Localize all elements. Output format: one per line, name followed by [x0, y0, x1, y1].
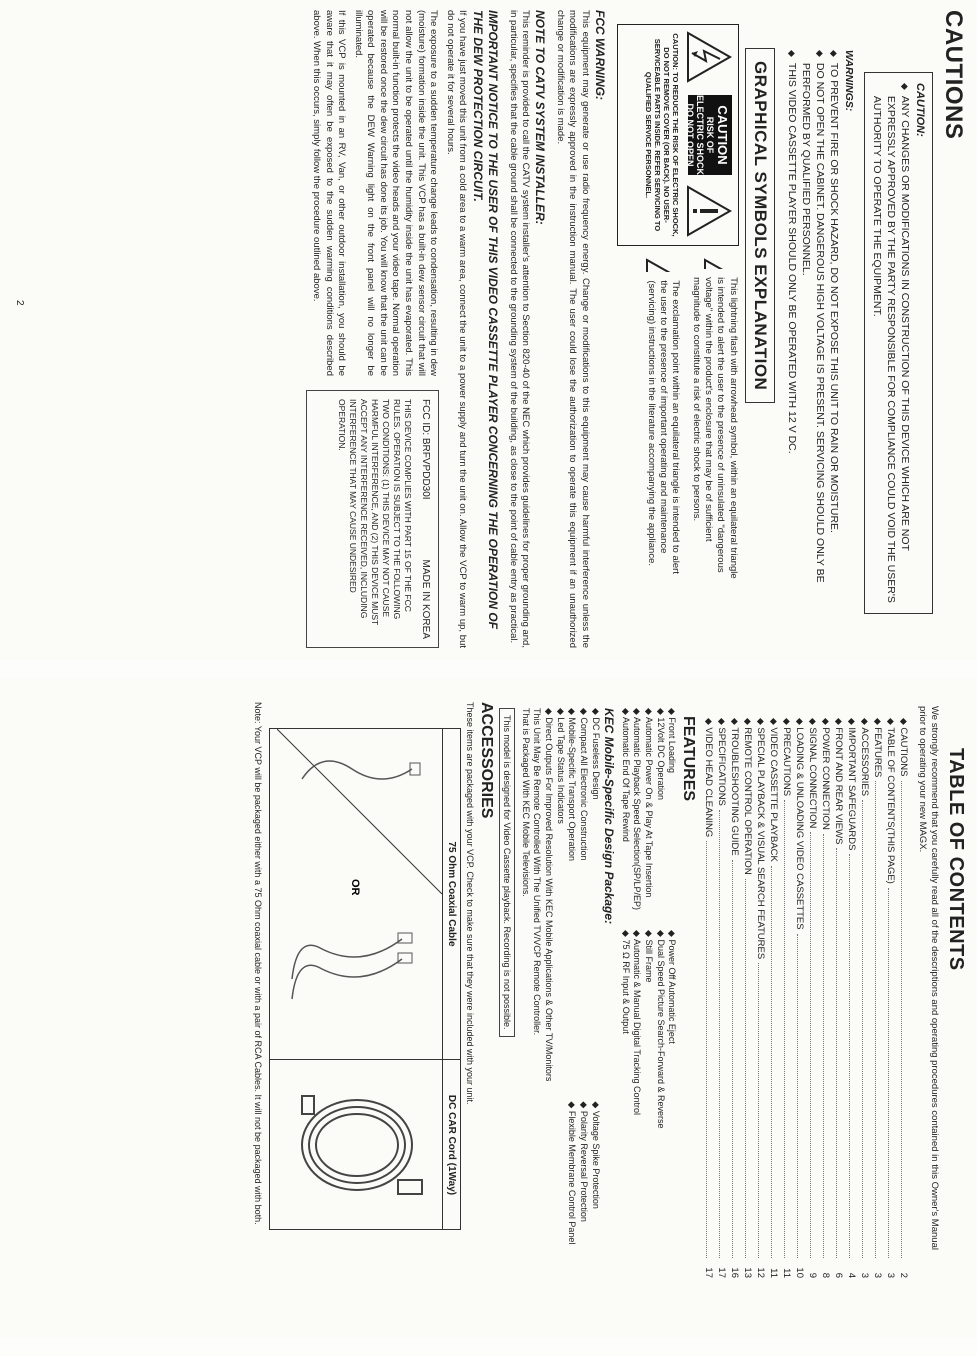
- toc-entry-page: 9: [807, 1272, 819, 1278]
- symbol-exclaim-row: [644, 258, 681, 588]
- page-contents: [0, 678, 977, 1338]
- toc-entry: [768, 718, 781, 1278]
- lightning-triangle-icon: [703, 258, 739, 269]
- toc-entry: [716, 718, 729, 1278]
- toc-entry-label: TABLE OF CONTENTS(THIS PAGE): [885, 727, 897, 884]
- bullet-diamond-icon: ◆: [821, 718, 832, 728]
- symbol-descriptions: [617, 258, 739, 588]
- bullet-diamond-icon: ◆: [815, 50, 826, 57]
- kec-item: ◆ Mobile-Specific Transport Operation: [567, 708, 578, 861]
- leader-dots: [706, 841, 707, 1258]
- warnings-block: [785, 50, 856, 648]
- bullet-diamond-icon: ◆: [834, 718, 845, 728]
- warning-item: [827, 50, 841, 648]
- bullet-diamond-icon: ◆: [756, 718, 767, 728]
- dew-and-fcc-columns: [306, 10, 439, 648]
- caution-heading: CAUTION:: [914, 83, 926, 137]
- kec-lines: [519, 708, 542, 1326]
- feature-text: Front Loading: [667, 717, 678, 773]
- remote-line: This Unit May Be Remote Controlled With The Unified TV/VCP Remote Controller.: [532, 708, 543, 1036]
- features-title: FEATURES: [680, 716, 698, 802]
- catv-heading: NOTE TO CATV SYSTEM INSTALLER:: [533, 10, 548, 225]
- dc-cord-title: DC CAR Cord (1Way): [442, 1060, 460, 1230]
- toc-entry-label: VIDEO CASSETTE PLAYBACK: [768, 727, 780, 862]
- toc-entry-label: POWER CONNECTION: [820, 727, 832, 830]
- important-notice-heading: IMPORTANT NOTICE TO THE USER OF THIS VIDEO CASSETTE PLAYER CONCERNING THE OPERATION OF THE DEW PROTECTION CIRCUIT.: [471, 10, 501, 629]
- toc-entry-label: IMPORTANT SAFEGUARDS: [846, 727, 858, 851]
- toc-entry-page: 3: [885, 1272, 897, 1278]
- cautions-title: CAUTIONS: [940, 10, 967, 140]
- feature-text: 12Volt DC Operation: [655, 717, 666, 800]
- leader-dots: [745, 879, 746, 1258]
- packaged-line: That is Packaged With KEC Mobile Televisions.: [520, 708, 531, 897]
- bullet-diamond-icon: ◆: [900, 83, 911, 90]
- toc-entry: [859, 718, 872, 1278]
- page-number: 2: [14, 300, 25, 306]
- toc-entry: [703, 718, 716, 1278]
- toc-entry-page: 11: [768, 1268, 780, 1278]
- toc-entry-page: 17: [703, 1267, 715, 1278]
- kec-package-heading: KEC Mobile-Specific Design Package:: [601, 708, 616, 925]
- toc-entry-label: SIGNAL CONNECTION: [807, 727, 819, 829]
- kec-columns: [542, 708, 600, 1326]
- leader-dots: [784, 800, 785, 1258]
- accessories-note: Note: Your VCP will be packaged either with a 75 Ohm coaxial cable or with a pair of RCA Cables. It will not be packaged with both.: [253, 702, 264, 1225]
- toc-entry: [742, 718, 755, 1278]
- toc-entry: [729, 718, 742, 1278]
- bullet-diamond-icon: ◆: [730, 718, 741, 728]
- fcc-id-row: [419, 399, 432, 639]
- leader-dots: [771, 866, 772, 1258]
- toc-entry-label: ACCESSORIES: [859, 727, 871, 797]
- toc-entry: [872, 718, 885, 1278]
- fcc-id: FCC ID: BRFVPDD30I: [420, 399, 432, 500]
- toc-entry-page: 16: [729, 1267, 741, 1278]
- kec-text: Led Tape Status Indicators: [555, 717, 566, 824]
- toc-entry-label: FRONT AND REAR VIEWS: [833, 727, 845, 845]
- leader-dots: [862, 800, 863, 1258]
- toc-entry: [898, 718, 911, 1278]
- coax-cable-title: 75 Ohm Coaxial Cable: [442, 729, 460, 1059]
- feature-item: ◆ Automatic Power On & Play At Tape Insertion: [643, 708, 654, 898]
- bullet-diamond-icon: ◆: [860, 718, 871, 728]
- kec-item: ◆ Compact All Electronic Construction: [579, 708, 590, 861]
- toc-entry-page: 8: [820, 1272, 832, 1278]
- exclamation-triangle-icon: [686, 185, 732, 237]
- leader-dots: [823, 834, 824, 1258]
- feature-text: Automatic & Manual Digital Tracking Control: [632, 938, 643, 1116]
- features-right-list: [619, 930, 677, 1129]
- kec-left-list: [542, 708, 600, 1081]
- toc-entry-page: 13: [742, 1267, 754, 1278]
- accessories-intro: These items are packaged with your VCP. Check to make sure that they were included with your unit.: [465, 702, 476, 1105]
- feature-text: Automatic Playback Speed Selection(SP/LP/EP): [632, 716, 643, 911]
- toc-entry-page: 3: [872, 1272, 884, 1278]
- bullet-diamond-icon: ◆: [717, 718, 728, 728]
- caution-label: [684, 95, 732, 176]
- bullet-diamond-icon: ◆: [873, 718, 884, 728]
- feature-text: Power Off Automatic Eject: [667, 939, 678, 1044]
- bullet-diamond-icon: ◆: [847, 718, 858, 728]
- leader-dots: [732, 860, 733, 1258]
- feature-item: ◆ Dual Speed Picture Search-Forward & Reverse: [655, 930, 666, 1129]
- warning-text: DO NOT OPEN THE CABINET. DANGEROUS HIGH VOLTAGE IS PRESENT. SERVICING SHOULD ONLY BE PERFORMED BY QUALIFIED PERSONNEL.: [800, 62, 827, 583]
- feature-text: 75 Ω RF Input & Output: [620, 939, 631, 1034]
- or-separator: OR: [349, 879, 362, 896]
- accessories-table: [269, 728, 461, 1230]
- lightning-triangle-icon: [686, 31, 732, 83]
- toc-entry-page: 4: [846, 1272, 858, 1278]
- toc-entry: [820, 718, 833, 1278]
- toc-entry-label: TROUBLESHOOTING GUIDE: [729, 727, 741, 856]
- feature-item: ◆ Power Off Automatic Eject: [667, 930, 678, 1044]
- model-note: This model is designed for Video Cassette playback. Recording is not possible.: [499, 708, 515, 1037]
- features-left-list: [619, 708, 677, 910]
- feature-item: ◆ Front Loading: [667, 708, 678, 773]
- caution-item: [870, 83, 913, 603]
- leader-dots: [901, 781, 902, 1258]
- feature-text: Dual Speed Picture Search-Forward & Reverse: [655, 939, 666, 1129]
- bullet-diamond-icon: ◆: [886, 718, 897, 728]
- toc-entry-page: 10: [794, 1267, 806, 1278]
- kec-text: Voltage Spike Protection: [590, 1110, 601, 1209]
- fcc-warning-heading: FCC WARNING:: [592, 10, 607, 100]
- feature-text: Still Frame: [643, 939, 654, 983]
- toc-entry-page: 6: [833, 1272, 845, 1278]
- symbols-row: [617, 24, 739, 648]
- feature-item: ◆ Automatic Playback Speed Selection(SP/LP/EP): [632, 708, 643, 911]
- symbol-lightning-text: This lightning flash with arrowhead symbol, within an equilateral triangle is intended to alert the user to the presence of uninsulated "dangerous voltage" within the product's enclosure that may be of sufficient magnitude to constitute a risk of electric shock to persons.: [690, 277, 739, 579]
- fcc-compliance-text: THIS DEVICE COMPLIES WITH PART 15 OF THE FCC RULES. OPERATION IS SUBJECT TO THE FOLLOWING TWO CONDITIONS: (1) THIS DEVICE MAY NOT CAUSE HARMFUL INTERFERENCE, AND (2) THIS DEVICE MUST ACCEPT ANY INTERFERENCE RECEIVED, INCLUDING INTERFERENCE THAT MAY CAUSE UNDESIRED OPERATION.: [336, 399, 414, 626]
- toc-list: [703, 718, 911, 1278]
- leader-dots: [719, 810, 720, 1258]
- toc-entry: [885, 718, 898, 1278]
- bullet-diamond-icon: ◆: [782, 718, 793, 728]
- caution-box: [864, 72, 933, 614]
- leader-dots: [797, 934, 798, 1258]
- toc-entry-page: 12: [755, 1267, 767, 1278]
- dew-paragraph-1: If you have just moved this unit from a cold area to a warm area, connect the unit to a power supply and turn the unit on. Allow the VCP to warm up, but do not operate it for several hours.: [444, 10, 469, 648]
- toc-entry: [781, 718, 794, 1278]
- symbol-exclaim-text: The exclamation point within an equilateral triangle is intended to alert the user to the presence of important operating and maintenance (servicing) instructions in the literature accompanying the appliance.: [645, 280, 682, 574]
- symbol-lightning-row: [689, 258, 738, 588]
- bullet-diamond-icon: ◆: [743, 718, 754, 728]
- warning-item: [785, 50, 799, 648]
- feature-item: ◆ Automatic End Of Tape Rewind: [620, 708, 631, 842]
- dc-car-cord-icon: [277, 1060, 442, 1230]
- dew-paragraph-3: If this VCP is mounted in an RV, Van, or other outdoor installation, you should be aware that it may often be exposed to the sudden warming conditions described above. When this occurs, simply follow the procedure outlined above.: [311, 10, 348, 376]
- graphical-symbols-title: GRAPHICAL SYMBOLS EXPLANATION: [745, 48, 775, 403]
- kec-item: ◆ Polarity Reversal Protection: [579, 1101, 590, 1222]
- bullet-diamond-icon: ◆: [795, 718, 806, 728]
- leader-dots: [888, 888, 889, 1258]
- toc-entry: [833, 718, 846, 1278]
- feature-item: ◆ Automatic & Manual Digital Tracking Control: [632, 930, 643, 1116]
- made-in: MADE IN KOREA: [420, 559, 432, 639]
- exclamation-triangle-icon: [645, 258, 681, 272]
- caution-text: ANY CHANGES OR MODIFICATIONS IN CONSTRUCTION OF THIS DEVICE WHICH ARE NOT EXPRESSLY APPROVED BY THE PARTY RESPONSIBLE FOR COMPLIANCE COULD VOID THE USER'S AUTHORITY TO OPERATE THE EQUIPMENT.: [870, 95, 912, 603]
- kec-text: Compact All Electronic Construction: [579, 717, 590, 861]
- feature-item: ◆ 75 Ω RF Input & Output: [620, 930, 631, 1034]
- coax-and-rca-cables-icon: [277, 729, 442, 1059]
- features-columns: [619, 708, 677, 1326]
- page-cautions: [0, 0, 977, 660]
- leader-dots: [810, 832, 811, 1258]
- toc-entry-label: VIDEO HEAD CLEANING: [703, 727, 715, 838]
- bullet-diamond-icon: ◆: [899, 718, 910, 728]
- fcc-id-box: [306, 390, 439, 648]
- kec-item: ◆ Voltage Spike Protection: [590, 1101, 601, 1209]
- kec-item: ◆ Led Tape Status Indicators: [555, 708, 566, 824]
- leader-dots: [836, 848, 837, 1258]
- leader-dots: [875, 781, 876, 1258]
- warning-text: THIS VIDEO CASSETTE PLAYER SHOULD ONLY BE OPERATED WITH 12 V DC.: [785, 62, 798, 454]
- leader-dots: [758, 963, 759, 1258]
- caution-label-caption: CAUTION: TO REDUCE THE RISK OF ELECTRIC SHOCK, DO NOT REMOVE COVER (OR BACK). NO USER-SERVICEABLE PARTS INSIDE. REFER SERVICING TO QUALIFIED SERVICE PERSONNEL.: [643, 33, 680, 237]
- feature-item: ◆ Still Frame: [643, 930, 654, 983]
- dew-paragraph-2: The exposure to a sudden temperature change leads to condensation, resulting in dew (moisture) formation inside the unit. This VCP has a built-in dew sensor circuit that will not allow the unit to be operated until the humidity inside the unit has evaporated. This normal built-in function protects the video heads and your video tape. Normal operation will be restored once the dew circuit has done its job. You will know that the unit can be operated because the DEW Warning light on the front panel will no longer be illuminated.: [352, 10, 440, 376]
- coax-cable-cell: [270, 729, 460, 1060]
- toc-entry-label: SPECIAL PLAYBACK & VISUAL SEARCH FEATURES: [755, 727, 767, 960]
- kec-item: ◆ Flexible Membrane Control Panel: [567, 1101, 578, 1245]
- toc-entry: [846, 718, 859, 1278]
- kec-text: Flexible Membrane Control Panel: [567, 1110, 578, 1245]
- warnings-heading: WARNINGS:: [842, 50, 855, 112]
- toc-entry-label: PRECAUTIONS: [781, 727, 793, 797]
- toc-entry-page: 2: [898, 1272, 910, 1278]
- bullet-diamond-icon: ◆: [769, 718, 780, 728]
- toc-entry-label: REMOTE CONTROL OPERATION: [742, 727, 754, 875]
- caution-label-graphic: [617, 24, 739, 246]
- warning-item: [799, 50, 827, 648]
- kec-item: ◆ DC Fuseless Design: [590, 708, 601, 800]
- toc-entry: [807, 718, 820, 1278]
- kec-text: Direct Outputs For Improved Resolution With KEC Mobile Applications & Other TV/Monitors: [544, 717, 555, 1082]
- toc-entry-page: 11: [781, 1268, 793, 1278]
- fcc-warning-text: This equipment may generate or use radio frequency energy. Change or modifications to this equipment may cause harmful interference unless the modifications are expressly approved in the instruction manual. The user could lose the authorization to operate this equipment if an unauthorized change or modification is made.: [554, 10, 591, 648]
- toc-intro: We strongly recommend that you carefully read all of the descriptions and operating procedures contained in this Owner's Manual prior to operating your new MAGX.: [916, 706, 940, 1250]
- toc-entry-page: 17: [716, 1267, 728, 1278]
- feature-item: ◆ 12Volt DC Operation: [655, 708, 666, 800]
- feature-text: Automatic Power On & Play At Tape Insertion: [643, 716, 654, 898]
- kec-text: Polarity Reversal Protection: [579, 1110, 590, 1222]
- bullet-diamond-icon: ◆: [704, 718, 715, 728]
- leader-dots: [849, 854, 850, 1258]
- dc-cord-cell: [270, 1060, 460, 1230]
- kec-right-list: [542, 1101, 600, 1244]
- toc-entry: [755, 718, 768, 1278]
- bullet-diamond-icon: ◆: [786, 50, 797, 57]
- feature-text: Automatic End Of Tape Rewind: [620, 716, 631, 842]
- bullet-diamond-icon: ◆: [808, 718, 819, 728]
- kec-text: Mobile-Specific Transport Operation: [567, 717, 578, 861]
- kec-item: ◆ Direct Outputs For Improved Resolution With KEC Mobile Applications & Other TV/Monitors: [544, 708, 555, 1082]
- toc-entry-label: LOADING & UNLOADING VIDEO CASSETTES: [794, 727, 806, 930]
- toc-entry-label: CAUTIONS: [898, 727, 910, 777]
- accessories-title: ACCESSORIES: [478, 702, 496, 819]
- caution-label-sub: RISK OF ELECTRIC SHOCK DO NOT OPEN: [684, 95, 715, 176]
- dew-column: [306, 10, 439, 376]
- kec-text: DC Fuseless Design: [590, 717, 601, 800]
- warning-text: TO PREVENT FIRE OR SHOCK HAZARD, DO NOT EXPOSE THIS UNIT TO RAIN OR MOISTURE.: [828, 62, 841, 533]
- caution-label-title: CAUTION: [714, 105, 730, 165]
- toc-entry-page: 3: [859, 1272, 871, 1278]
- catv-text: This reminder is provided to call the CATV system installer's attention to Section 820-40 of the NEC which provides guidelines for proper grounding and, in particular, specifies that the cable ground shall be connected to the grounding system of the building, as close to the point of cable entry as practical.: [507, 10, 532, 648]
- toc-entry-label: FEATURES: [872, 727, 884, 778]
- bullet-diamond-icon: ◆: [829, 50, 840, 57]
- toc-title: TABLE OF CONTENTS: [945, 748, 967, 971]
- toc-entry-label: SPECIFICATIONS: [716, 727, 728, 806]
- toc-entry: [794, 718, 807, 1278]
